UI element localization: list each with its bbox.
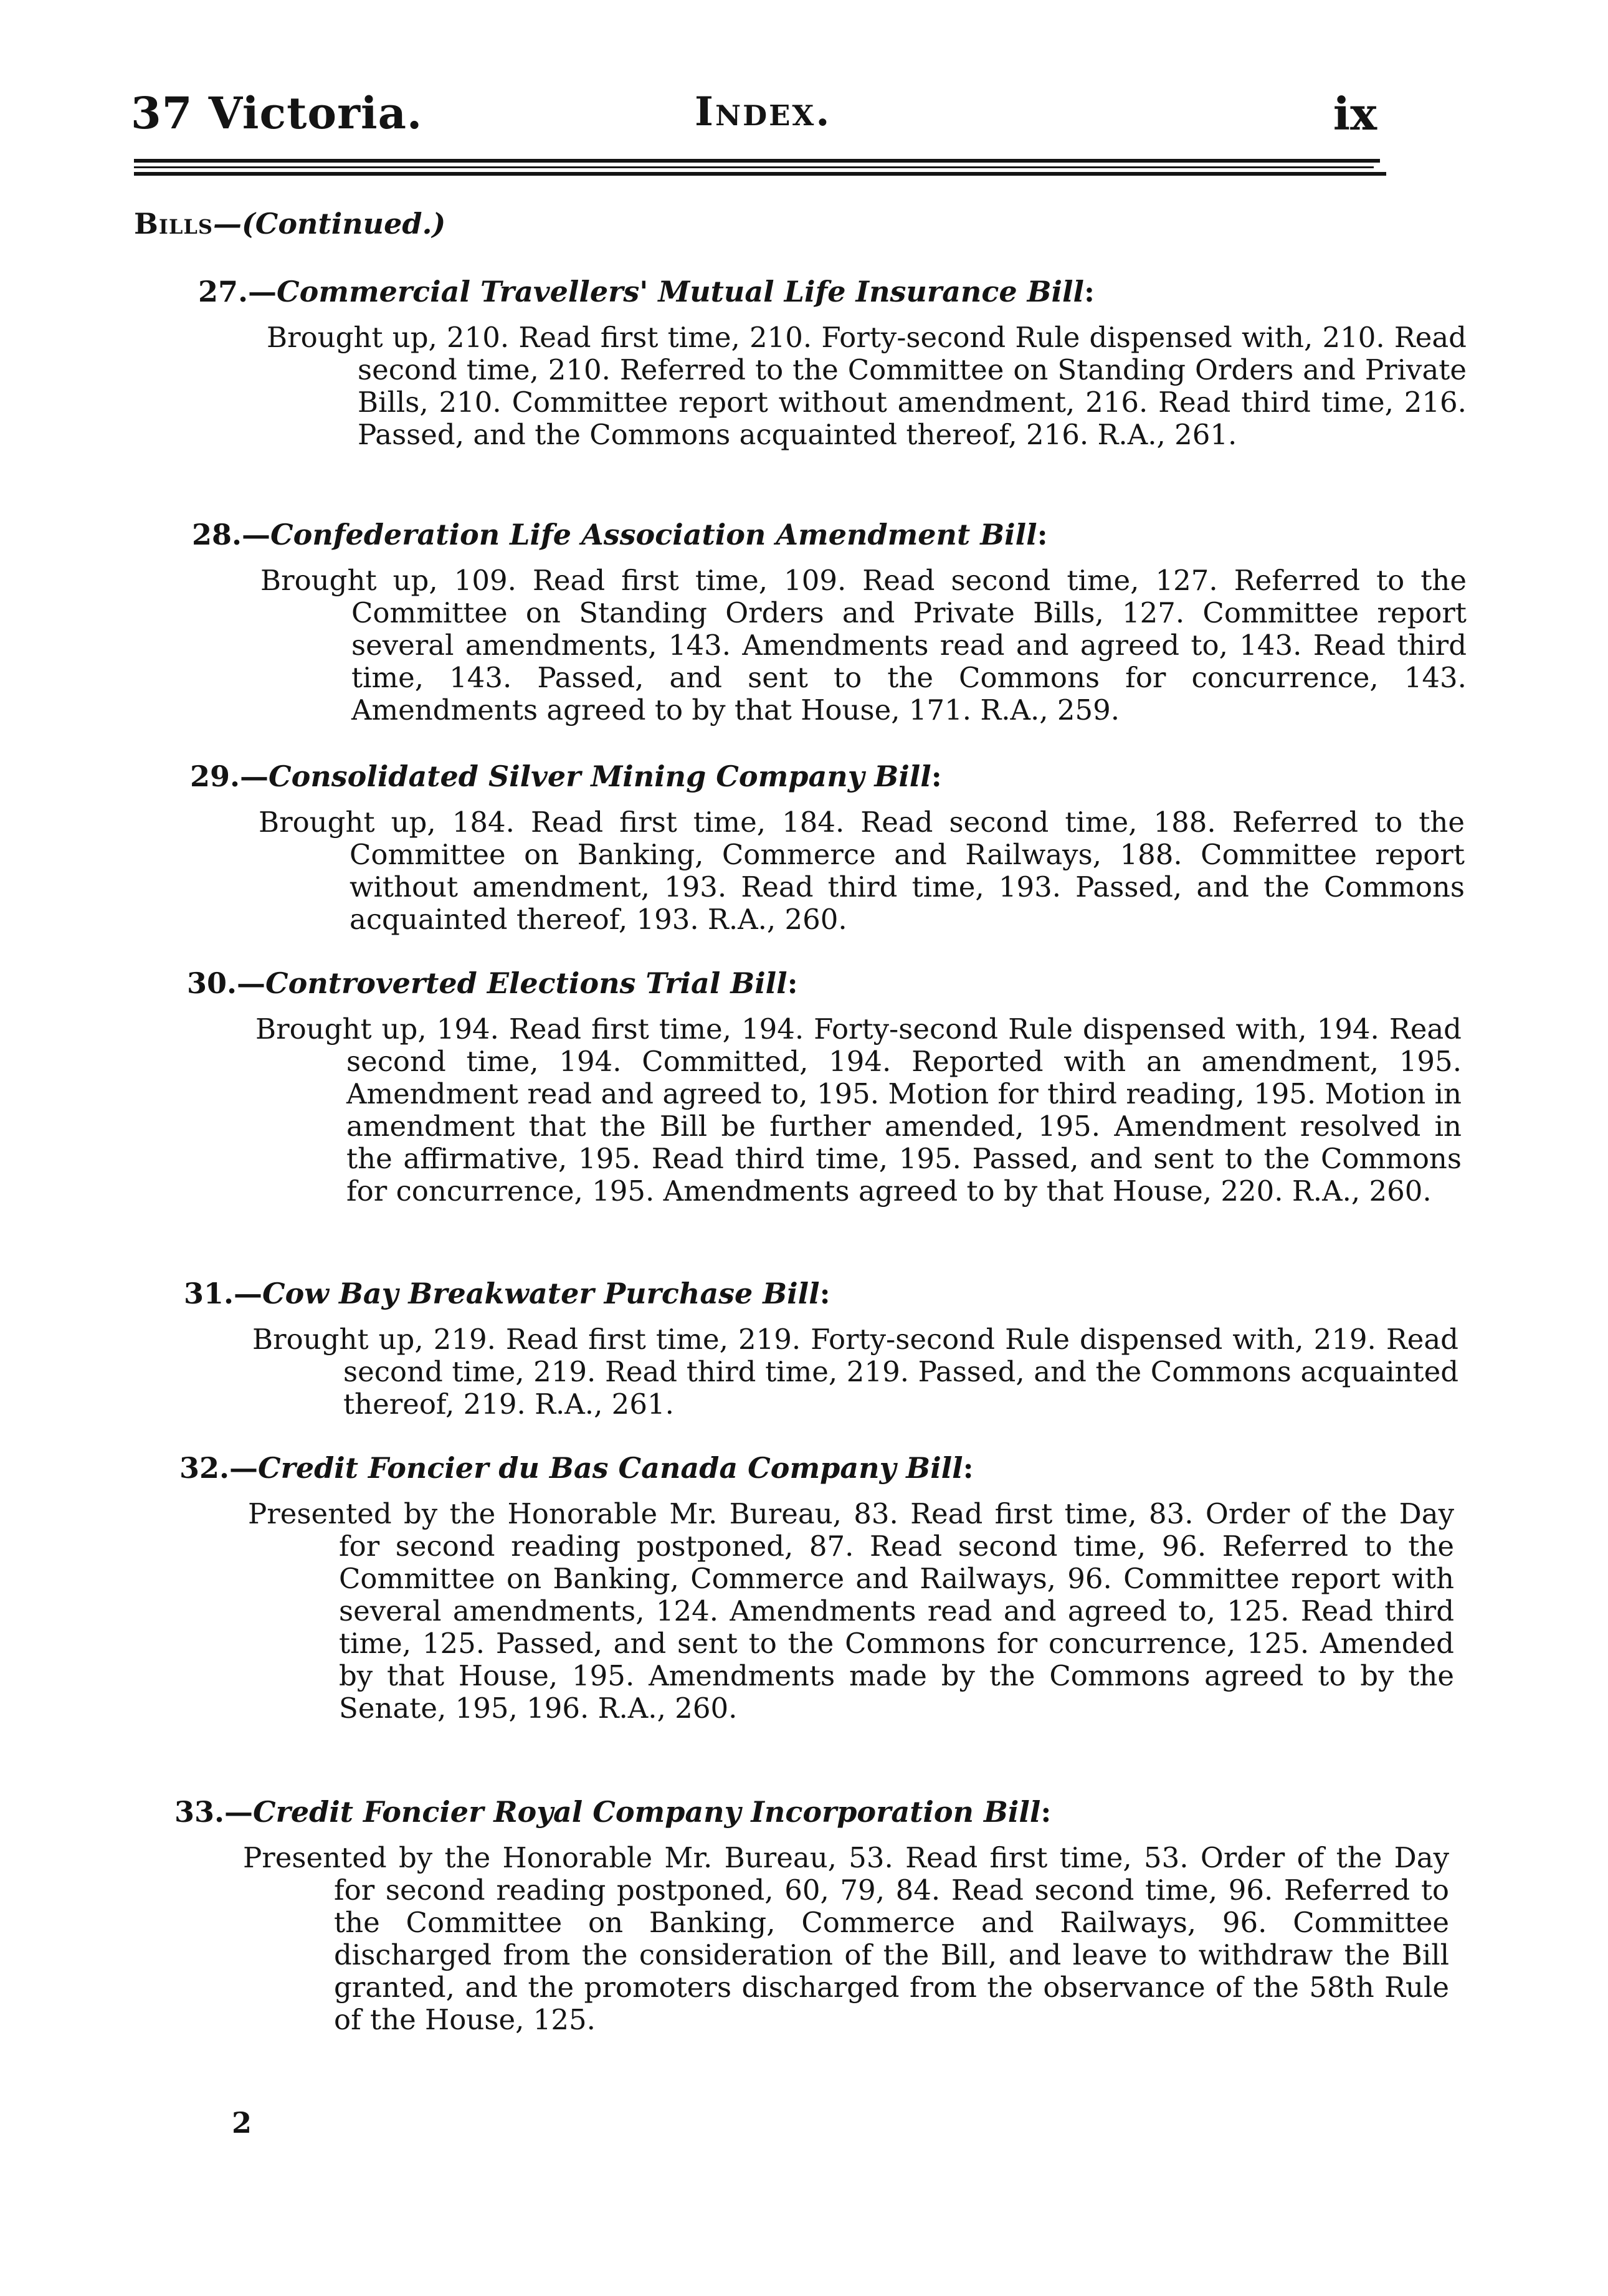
signature-mark: 2 bbox=[232, 2106, 252, 2140]
entry-number: 30.— bbox=[187, 966, 266, 1000]
entry-bill-name: Credit Foncier du Bas Canada Company Bill bbox=[258, 1451, 963, 1485]
entry-bill-name: Cow Bay Breakwater Purchase Bill bbox=[262, 1277, 820, 1310]
entry-colon: : bbox=[787, 966, 798, 1000]
entry-body: Presented by the Honorable Mr. Bureau, 53. Read first time, 53. Order of the Day for second reading postponed, 60, 79, 84. Read second time, 96. Referred to the Committee on Banking, Commerce and Railways, 96. Committee discharged from the consideration of the Bill, and leave to withdraw the Bill granted, and the promoters discharged from the observance of the 58th Rule of the House, 125. bbox=[243, 1841, 1449, 2036]
entry-heading bbox=[190, 759, 1374, 794]
entry-bill-name: Credit Foncier Royal Company Incorporation Bill bbox=[253, 1795, 1041, 1829]
entry-number: 31.— bbox=[184, 1277, 263, 1310]
entry-heading bbox=[174, 1794, 1358, 1829]
entry-colon: : bbox=[1037, 518, 1048, 551]
entry-colon: : bbox=[1040, 1795, 1052, 1829]
index-entry bbox=[179, 1450, 1454, 1725]
entry-colon: : bbox=[1083, 275, 1095, 308]
entry-number: 28.— bbox=[192, 518, 271, 551]
entry-number: 32.— bbox=[179, 1451, 259, 1485]
section-name: Bills bbox=[134, 207, 213, 241]
entry-body: Presented by the Honorable Mr. Bureau, 83. Read first time, 83. Order of the Day for second reading postponed, 87. Read second time, 96. Referred to the Committee on Banking, Commerce and Railways, 96. Committee report with several amendments, 124. Amendments read and agreed to, 125. Read third time, 125. Passed, and sent to the Commons for concurrence, 125. Amended by that House, 195. Amendments made by the Commons agreed to by the Senate, 195, 196. R.A., 260. bbox=[248, 1497, 1454, 1725]
entry-colon: : bbox=[931, 760, 942, 793]
entry-body: Brought up, 109. Read first time, 109. Read second time, 127. Referred to the Committee on Standing Orders and Private Bills, 127. Committee report several amendments, 143. Amendments read and agreed to, 143. Read third time, 143. Passed, and sent to the Commons for concurrence, 143. Amendments agreed to by that House, 171. R.A., 259. bbox=[260, 564, 1467, 726]
running-head-center: Index. bbox=[695, 88, 832, 135]
index-entry bbox=[192, 517, 1467, 726]
entry-heading bbox=[198, 274, 1376, 309]
entry-bill-name: Commercial Travellers' Mutual Life Insurance Bill bbox=[277, 275, 1084, 308]
header-rule-middle bbox=[134, 166, 1374, 168]
header-rule-top bbox=[134, 159, 1380, 163]
section-continued: —(Continued.) bbox=[212, 207, 446, 241]
entry-heading bbox=[179, 1450, 1363, 1485]
running-head-left: 37 Victoria. bbox=[131, 87, 423, 139]
page-folio: ix bbox=[1333, 87, 1377, 140]
entry-colon: : bbox=[819, 1277, 830, 1310]
entry-number: 33.— bbox=[174, 1795, 254, 1829]
entry-body: Brought up, 219. Read first time, 219. Forty-second Rule dispensed with, 219. Read second time, 219. Read third time, 219. Passed, and the Commons acquainted thereof, 219. R.A., 261. bbox=[252, 1323, 1458, 1421]
entry-colon: : bbox=[963, 1451, 974, 1485]
page-header bbox=[131, 87, 1402, 156]
entry-heading bbox=[184, 1276, 1368, 1311]
index-entry bbox=[198, 274, 1467, 451]
entry-bill-name: Controverted Elections Trial Bill bbox=[265, 966, 787, 1000]
index-entry bbox=[190, 759, 1465, 936]
entry-bill-name: Confederation Life Association Amendment Bill bbox=[270, 518, 1037, 551]
entry-heading bbox=[187, 966, 1371, 1001]
entry-number: 27.— bbox=[198, 275, 277, 308]
entry-bill-name: Consolidated Silver Mining Company Bill bbox=[269, 760, 931, 793]
index-entry bbox=[174, 1794, 1449, 2036]
entry-body: Brought up, 184. Read first time, 184. Read second time, 188. Referred to the Committee on Banking, Commerce and Railways, 188. Committee report without amendment, 193. Read third time, 193. Passed, and the Commons acquainted thereof, 193. R.A., 260. bbox=[259, 806, 1465, 936]
header-rule-bottom bbox=[134, 172, 1386, 176]
entry-heading bbox=[192, 517, 1376, 552]
entry-body: Brought up, 194. Read first time, 194. Forty-second Rule dispensed with, 194. Read second time, 194. Committed, 194. Reported with an amendment, 195. Amendment read and agreed to, 195. Motion for third reading, 195. Motion in amendment that the Bill be further amended, 195. Amendment resolved in the affirmative, 195. Read third time, 195. Passed, and sent to the Commons for concurrence, 195. Amendments agreed to by that House, 220. R.A., 260. bbox=[255, 1012, 1462, 1208]
entry-number: 29.— bbox=[190, 760, 269, 793]
index-entry bbox=[187, 966, 1462, 1208]
index-entry bbox=[184, 1276, 1458, 1421]
entry-body: Brought up, 210. Read first time, 210. Forty-second Rule dispensed with, 210. Read second time, 210. Referred to the Committee on Standing Orders and Private Bills, 210. Committee report without amendment, 216. Read third time, 216. Passed, and the Commons acquainted thereof, 216. R.A., 261. bbox=[267, 321, 1467, 451]
section-heading bbox=[134, 207, 445, 241]
